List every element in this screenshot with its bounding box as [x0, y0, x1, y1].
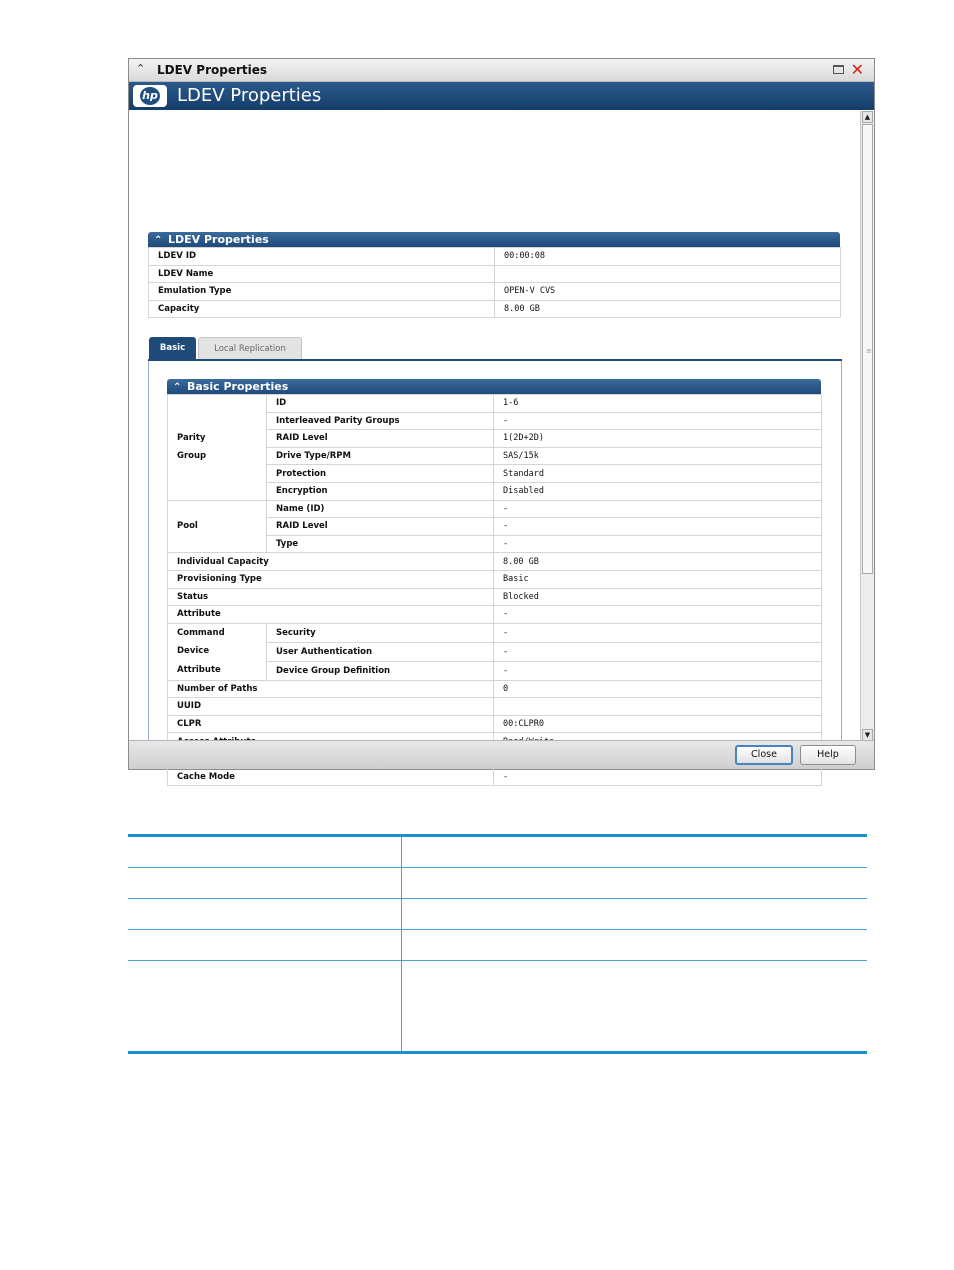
property-value: 8.00 GB: [495, 300, 841, 318]
property-value: -: [494, 500, 822, 518]
property-value: 00:CLPR0: [494, 715, 822, 733]
property-label: Status: [168, 588, 494, 606]
property-label: Number of Paths: [168, 680, 494, 698]
collapse-window-icon[interactable]: ⌃: [136, 62, 146, 75]
vertical-scrollbar[interactable]: [860, 111, 874, 741]
parity-group-label-text: Parity: [177, 432, 206, 443]
property-label: Name (ID): [267, 500, 494, 518]
table-cell: [128, 899, 402, 930]
property-label: Type: [267, 535, 494, 553]
table-row: [168, 500, 822, 518]
table-row: [128, 868, 867, 899]
table-row: [168, 715, 822, 733]
property-label: LDEV ID: [149, 248, 495, 266]
property-label: RAID Level: [267, 518, 494, 536]
table-row: [149, 265, 841, 283]
table-row: [168, 412, 822, 430]
property-value: -: [494, 623, 822, 642]
property-label: Interleaved Parity Groups: [267, 412, 494, 430]
table-row: [168, 623, 822, 642]
tab-local-replication[interactable]: Local Replication: [198, 337, 302, 359]
command-device-attribute-label-text: Attribute: [177, 664, 221, 675]
collapse-section-icon[interactable]: ⌃: [154, 235, 163, 246]
table-row: [128, 930, 867, 961]
property-value: Disabled: [494, 482, 822, 500]
command-device-attribute-label-text: Command: [177, 627, 225, 638]
property-value: 00:00:08: [495, 248, 841, 266]
property-value: -: [494, 412, 822, 430]
table-row: [168, 482, 822, 500]
table-row: [168, 553, 822, 571]
property-label: Provisioning Type: [168, 570, 494, 588]
table-row: [168, 465, 822, 483]
property-value: -: [494, 606, 822, 624]
property-label: Security: [267, 623, 494, 642]
table-row: [168, 698, 822, 716]
table-row: [168, 680, 822, 698]
close-button[interactable]: Close: [735, 745, 793, 765]
property-label: Device Group Definition: [267, 661, 494, 680]
property-value: OPEN-V CVS: [495, 283, 841, 301]
property-label: UUID: [168, 698, 494, 716]
property-value: Basic: [494, 570, 822, 588]
dialog-footer: [129, 740, 874, 769]
table-cell: [128, 961, 402, 1053]
property-label: RAID Level: [267, 430, 494, 448]
table-cell: [402, 836, 868, 868]
table-row: [168, 661, 822, 680]
property-value: 0: [494, 680, 822, 698]
banner-title: LDEV Properties: [177, 85, 322, 106]
property-label: Attribute: [168, 606, 494, 624]
property-label: ID: [267, 395, 494, 413]
table-row: [168, 395, 822, 413]
window-title: LDEV Properties: [157, 63, 268, 77]
help-button[interactable]: Help: [800, 745, 856, 765]
ldev-properties-table: [148, 247, 841, 318]
table-cell: [128, 868, 402, 899]
basic-section-header[interactable]: ⌃ Basic Properties: [167, 379, 821, 394]
property-value: -: [494, 642, 822, 661]
table-cell: [402, 930, 868, 961]
property-value: SAS/15k: [494, 447, 822, 465]
table-row: [149, 248, 841, 266]
table-row: [168, 570, 822, 588]
table-cell: [128, 930, 402, 961]
scrollbar-thumb[interactable]: ≡: [862, 124, 873, 574]
property-value: [494, 698, 822, 716]
command-device-attribute-label: [168, 623, 267, 680]
arrow-up-icon[interactable]: ▲: [862, 111, 873, 123]
property-label: Protection: [267, 465, 494, 483]
property-value: -: [494, 768, 822, 786]
property-value: -: [494, 535, 822, 553]
property-value: -: [494, 661, 822, 680]
command-device-attribute-label-text: Device: [177, 646, 210, 657]
basic-properties-table: [167, 394, 822, 786]
table-row: [128, 961, 867, 1053]
pool-label: Pool: [168, 500, 267, 553]
table-row: [168, 768, 822, 786]
arrow-down-icon[interactable]: ▼: [862, 729, 873, 741]
property-value: 8.00 GB: [494, 553, 822, 571]
table-row: [168, 535, 822, 553]
table-row: [149, 283, 841, 301]
property-value: [495, 265, 841, 283]
table-row: [149, 300, 841, 318]
table-cell: [402, 868, 868, 899]
ldev-properties-dialog: [128, 58, 875, 782]
property-label: Drive Type/RPM: [267, 447, 494, 465]
property-label: Encryption: [267, 482, 494, 500]
document-table: [128, 834, 867, 1054]
property-value: 1(2D+2D): [494, 430, 822, 448]
property-label: Individual Capacity: [168, 553, 494, 571]
table-row: [168, 430, 822, 448]
table-row: [128, 899, 867, 930]
property-label: Emulation Type: [149, 283, 495, 301]
table-row: [128, 836, 867, 868]
table-row: [168, 518, 822, 536]
table-cell: [402, 899, 868, 930]
tab-basic[interactable]: Basic: [149, 337, 196, 359]
banner: [129, 82, 874, 110]
parity-group-label: [168, 395, 267, 501]
table-cell: [402, 961, 868, 1053]
property-label: CLPR: [168, 715, 494, 733]
table-row: [168, 447, 822, 465]
table-row: [168, 642, 822, 661]
parity-group-label-text: Group: [177, 451, 207, 462]
ldev-section-header[interactable]: ⌃ LDEV Properties: [148, 232, 840, 247]
property-label: Cache Mode: [168, 768, 494, 786]
collapse-section-icon[interactable]: ⌃: [173, 382, 182, 393]
maximize-icon[interactable]: [833, 65, 844, 74]
property-value: 1-6: [494, 395, 822, 413]
property-label: Capacity: [149, 300, 495, 318]
table-cell: [128, 836, 402, 868]
table-row: [168, 588, 822, 606]
property-value: Standard: [494, 465, 822, 483]
property-label: LDEV Name: [149, 265, 495, 283]
property-label: User Authentication: [267, 642, 494, 661]
title-bar: [129, 59, 874, 82]
close-icon[interactable]: ✕: [850, 60, 864, 79]
hp-logo: hp: [133, 85, 167, 107]
table-row: [168, 606, 822, 624]
property-value: Blocked: [494, 588, 822, 606]
property-value: -: [494, 518, 822, 536]
